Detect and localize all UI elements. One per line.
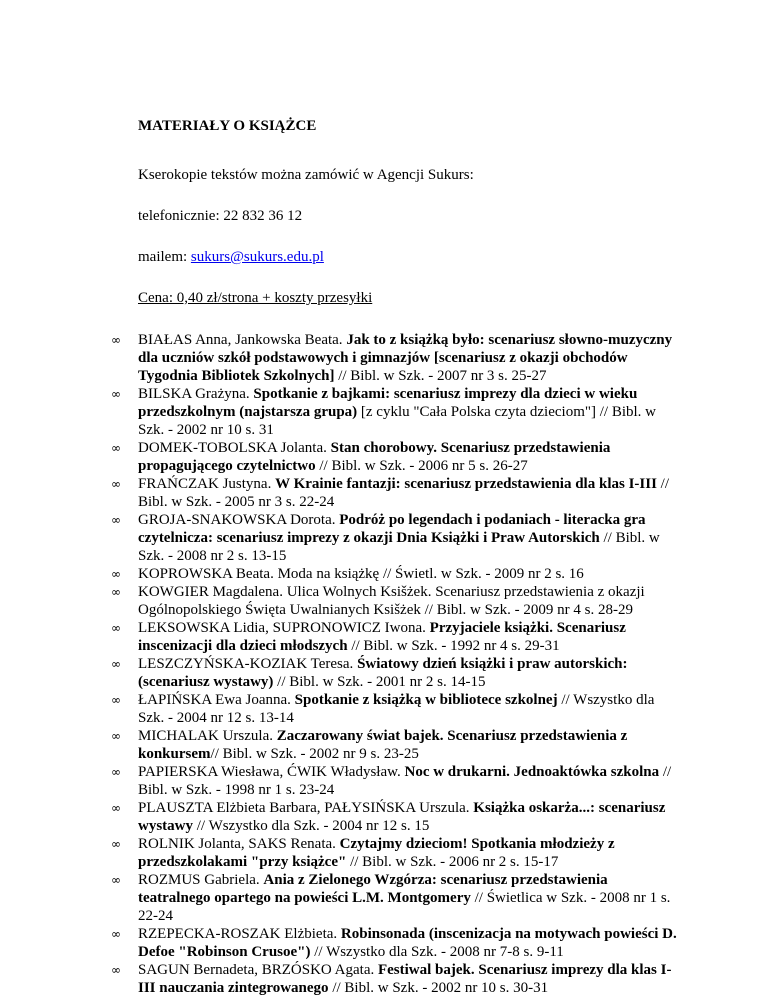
- entry-author: GROJA-SNAKOWSKA Dorota.: [138, 512, 340, 528]
- entry-source: // Bibl. w Szk. - 2007 nr 3 s. 25-27: [334, 368, 547, 384]
- entry-title: Ania z Zielonego Wzgórza: scenariusz przedstawienia teatralnego opartego na powieści L.M. Montgomery: [138, 872, 608, 906]
- mail-label: mailem:: [138, 249, 191, 265]
- entry-author: MICHALAK Urszula.: [138, 728, 277, 744]
- entry-source: Ulica Wolnych Ksišżek. Scenariusz przedstawienia z okazji Ogólnopolskiego Święta Uwalnianych Ksišżek // Bibl. w Szk. - 2009 nr 4 s. 28-29: [138, 584, 645, 618]
- entry-source: // Bibl. w Szk. - 2006 nr 5 s. 26-27: [315, 458, 528, 474]
- infinity-bullet-icon: ∞: [111, 441, 121, 455]
- entry-author: DOMEK-TOBOLSKA Jolanta.: [138, 440, 331, 456]
- entry-author: BIAŁAS Anna, Jankowska Beata.: [138, 332, 347, 348]
- list-item: [111, 763, 678, 799]
- infinity-bullet-icon: ∞: [111, 657, 121, 671]
- infinity-bullet-icon: ∞: [111, 693, 121, 707]
- list-item: [111, 691, 678, 727]
- entry-source: // Bibl. w Szk. - 2002 nr 9 s. 23-25: [210, 746, 419, 762]
- list-item: [111, 727, 678, 763]
- entry-source: // Bibl. w Szk. - 1998 nr 1 s. 23-24: [138, 764, 672, 798]
- infinity-bullet-icon: ∞: [111, 585, 121, 599]
- entry-source: // Bibl. w Szk. - 2001 nr 2 s. 14-15: [273, 674, 486, 690]
- entry-title: Zaczarowany świat bajek. Scenariusz przedstawienia z konkursem: [138, 728, 628, 762]
- entry-source: // Świetlica w Szk. - 2008 nr 1 s. 22-24: [138, 890, 671, 924]
- infinity-bullet-icon: ∞: [111, 801, 121, 815]
- entry-title: Spotkanie z bajkami: scenariusz imprezy dla dzieci w wieku przedszkolnym (najstarsza grupa): [138, 386, 638, 420]
- entry-title: Czytajmy dzieciom! Spotkania młodzieży z przedszkolakami "przy książce": [138, 836, 615, 870]
- entry-source: // Bibl. w Szk. - 2002 nr 10 s. 30-31: [328, 980, 549, 996]
- list-item: [111, 439, 678, 475]
- list-item: [111, 331, 678, 385]
- infinity-bullet-icon: ∞: [111, 873, 121, 887]
- entry-source: // Bibl. w Szk. - 1992 nr 4 s. 29-31: [347, 638, 560, 654]
- entry-author: SAGUN Bernadeta, BRZÓSKO Agata.: [138, 962, 378, 978]
- entry-source: Moda na książkę // Świetl. w Szk. - 2009 nr 2 s. 16: [277, 566, 584, 582]
- list-item: [111, 583, 678, 619]
- list-item: [111, 835, 678, 871]
- order-intro: Kserokopie tekstów można zamówić w Agencji Sukurs:: [138, 167, 474, 183]
- infinity-bullet-icon: ∞: [111, 567, 121, 581]
- entry-author: KOPROWSKA Beata.: [138, 566, 278, 582]
- list-item: [111, 961, 678, 997]
- entry-author: PAPIERSKA Wiesława, ĆWIK Władysław.: [138, 764, 405, 780]
- entry-author: BILSKA Grażyna.: [138, 386, 254, 402]
- entry-source: // Wszystko dla Szk. - 2004 nr 12 s. 13-14: [138, 692, 655, 726]
- list-item: [111, 385, 678, 439]
- infinity-bullet-icon: ∞: [111, 477, 121, 491]
- entry-source: // Bibl. w Szk. - 2008 nr 2 s. 13-15: [138, 530, 660, 564]
- infinity-bullet-icon: ∞: [111, 729, 121, 743]
- entry-author: RZEPECKA-ROSZAK Elżbieta.: [138, 926, 341, 942]
- entry-title: Stan chorobowy. Scenariusz przedstawienia propagującego czytelnictwo: [138, 440, 611, 474]
- entry-author: ROLNIK Jolanta, SAKS Renata.: [138, 836, 340, 852]
- entry-title: W Krainie fantazji: scenariusz przedstawienia dla klas I-III: [275, 476, 657, 492]
- entry-title: Przyjaciele książki. Scenariusz inscenizacji dla dzieci młodszych: [138, 620, 626, 654]
- entry-source: // Bibl. w Szk. - 2006 nr 2 s. 15-17: [346, 854, 559, 870]
- entry-title: Książka oskarża...: scenariusz wystawy: [138, 800, 666, 834]
- bibliography-list: [111, 331, 678, 997]
- entry-author: PLAUSZTA Elżbieta Barbara, PAŁYSIŃSKA Urszula.: [138, 800, 474, 816]
- entry-author: ŁAPIŃSKA Ewa Joanna.: [138, 692, 295, 708]
- entry-author: FRAŃCZAK Justyna.: [138, 476, 276, 492]
- infinity-bullet-icon: ∞: [111, 513, 121, 527]
- entry-title: Jak to z książką było: scenariusz słowno-muzyczny dla uczniów szkół podstawowych i gimnazjów [scenariusz z okazji obchodów Tygodnia Bibliotek Szkolnych]: [138, 332, 673, 384]
- infinity-bullet-icon: ∞: [111, 963, 121, 977]
- infinity-bullet-icon: ∞: [111, 927, 121, 941]
- entry-title: Światowy dzień książki i praw autorskich: (scenariusz wystawy): [138, 656, 628, 690]
- email-link[interactable]: sukurs@sukurs.edu.pl: [190, 249, 324, 265]
- entry-source: // Wszystko dla Szk. - 2008 nr 7-8 s. 9-11: [310, 944, 564, 960]
- page-title: MATERIAŁY O KSIĄŻCE: [138, 118, 317, 134]
- mail-line: [138, 248, 324, 266]
- list-item: [111, 475, 678, 511]
- entry-author: LESZCZYŃSKA-KOZIAK Teresa.: [138, 656, 358, 672]
- infinity-bullet-icon: ∞: [111, 621, 121, 635]
- list-item: [111, 511, 678, 565]
- list-item: [111, 925, 678, 961]
- entry-title: Noc w drukarni. Jednoaktówka szkolna: [404, 764, 660, 780]
- entry-author: ROZMUS Gabriela.: [138, 872, 264, 888]
- infinity-bullet-icon: ∞: [111, 837, 121, 851]
- list-item: [111, 871, 678, 925]
- entry-source: // Bibl. w Szk. - 2005 nr 3 s. 22-24: [138, 476, 670, 510]
- list-item: [111, 655, 678, 691]
- entry-source: // Wszystko dla Szk. - 2004 nr 12 s. 15: [193, 818, 430, 834]
- entry-author: LEKSOWSKA Lidia, SUPRONOWICZ Iwona.: [138, 620, 430, 636]
- entry-title: Spotkanie z książką w bibliotece szkolnej: [294, 692, 558, 708]
- phone-line: telefonicznie: 22 832 36 12: [138, 208, 303, 224]
- entry-source: [z cyklu "Cała Polska czyta dzieciom"] // Bibl. w Szk. - 2002 nr 10 s. 31: [138, 404, 656, 438]
- list-item: [111, 565, 678, 583]
- infinity-bullet-icon: ∞: [111, 387, 121, 401]
- infinity-bullet-icon: ∞: [111, 333, 121, 347]
- infinity-bullet-icon: ∞: [111, 765, 121, 779]
- entry-title: Festiwal bajek. Scenariusz imprezy dla klas I-III nauczania zintegrowanego: [138, 962, 672, 996]
- entry-title: Podróż po legendach i podaniach - literacka gra czytelnicza: scenariusz imprezy z okazji Dnia Książki i Praw Autorskich: [138, 512, 646, 546]
- entry-title: Robinsonada (inscenizacja na motywach powieści D. Defoe "Robinson Crusoe"): [138, 926, 677, 960]
- list-item: [111, 619, 678, 655]
- list-item: [111, 799, 678, 835]
- entry-author: KOWGIER Magdalena.: [138, 584, 287, 600]
- price-line: Cena: 0,40 zł/strona + koszty przesyłki: [138, 290, 373, 306]
